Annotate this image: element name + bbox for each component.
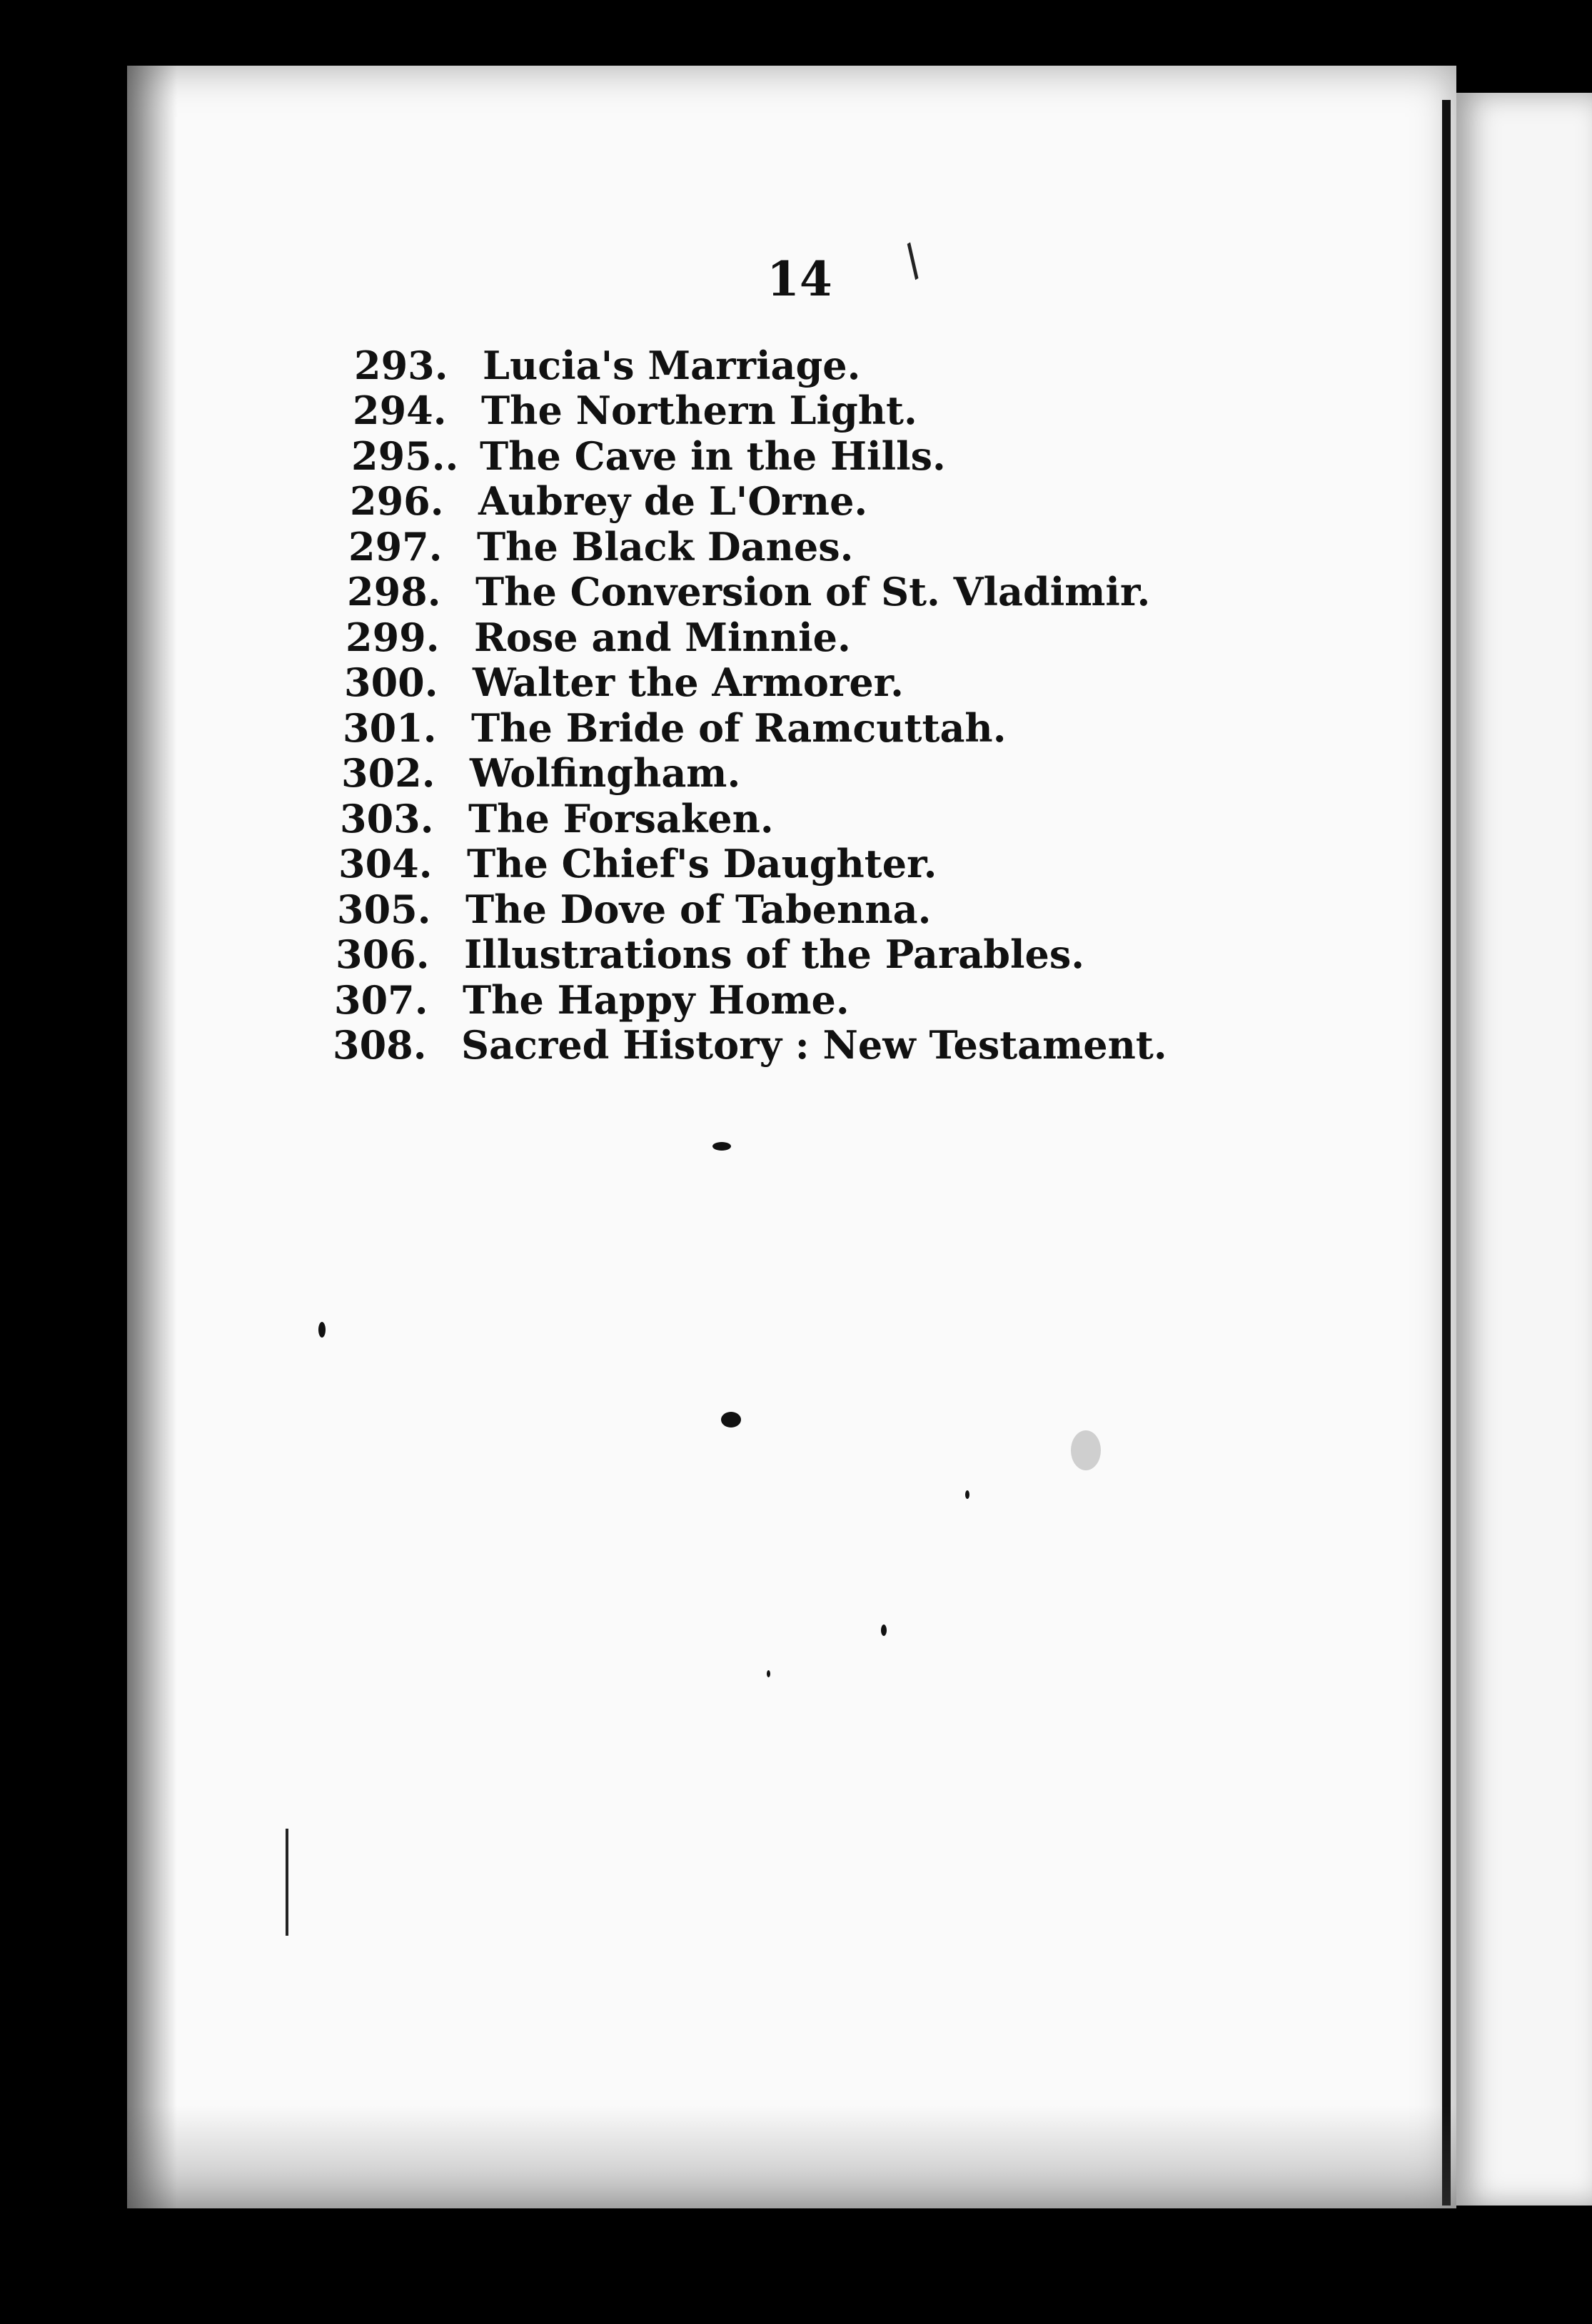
entry-title: Aubrey de L'Orne. [478,478,868,524]
entry-title: The Conversion of St. Vladimir. [475,569,1151,615]
ink-speck [965,1490,969,1499]
entry-title: Walter the Armorer. [473,660,904,705]
entry-number: 300. [344,660,438,705]
entry-number: 302. [341,750,435,796]
page-number: 14 [767,251,832,307]
pencil-tick: / [893,235,932,286]
facing-page-edge [1456,93,1592,2206]
page-bottom-soiling [127,2106,1456,2208]
ink-speck [318,1322,326,1338]
entry-number: 297. [348,524,443,570]
entry-number: 298. [347,569,441,615]
ink-speck [767,1670,770,1677]
entry-title: The Happy Home. [463,977,850,1023]
entry-title: The Bride of Ramcuttah. [471,705,1007,751]
page-gutter [1442,100,1451,2206]
entry-title: The Chief's Daughter. [467,841,937,886]
entry-number: 305. [337,886,431,932]
entry-number: 303. [340,796,434,842]
entry-title: Sacred History : New Testament. [461,1022,1167,1068]
entry-number: 304. [338,841,433,886]
entry-title: The Dove of Tabenna. [465,886,932,932]
entry-number: 307. [334,977,428,1023]
page-shadow-edge [127,66,177,2208]
entry-title: Illustrations of the Parables. [464,931,1085,977]
entry-number: 293. [354,343,448,388]
entry-title: Lucia's Marriage. [483,343,861,388]
ink-speck [712,1142,731,1151]
ink-speck [881,1625,887,1636]
entry-title: The Cave in the Hills. [480,433,946,479]
entry-title: Rose and Minnie. [474,615,851,660]
entry-number: 299. [346,615,440,660]
pencil-stroke [286,1829,288,1936]
entry-title: The Black Danes. [477,524,854,570]
entry-number: 308. [333,1022,427,1068]
entry-title: The Northern Light. [481,388,917,433]
ink-blot [721,1412,741,1428]
ink-smudge [1071,1430,1101,1470]
entry-number: 301. [343,705,437,751]
entry-title: The Forsaken. [468,796,774,842]
entry-number: 294. [353,388,447,433]
entry-number: 296. [350,478,444,524]
entry-number: 306. [336,931,430,977]
entry-number: 295.. [351,433,459,479]
entry-title: Wolfingham. [470,750,741,796]
